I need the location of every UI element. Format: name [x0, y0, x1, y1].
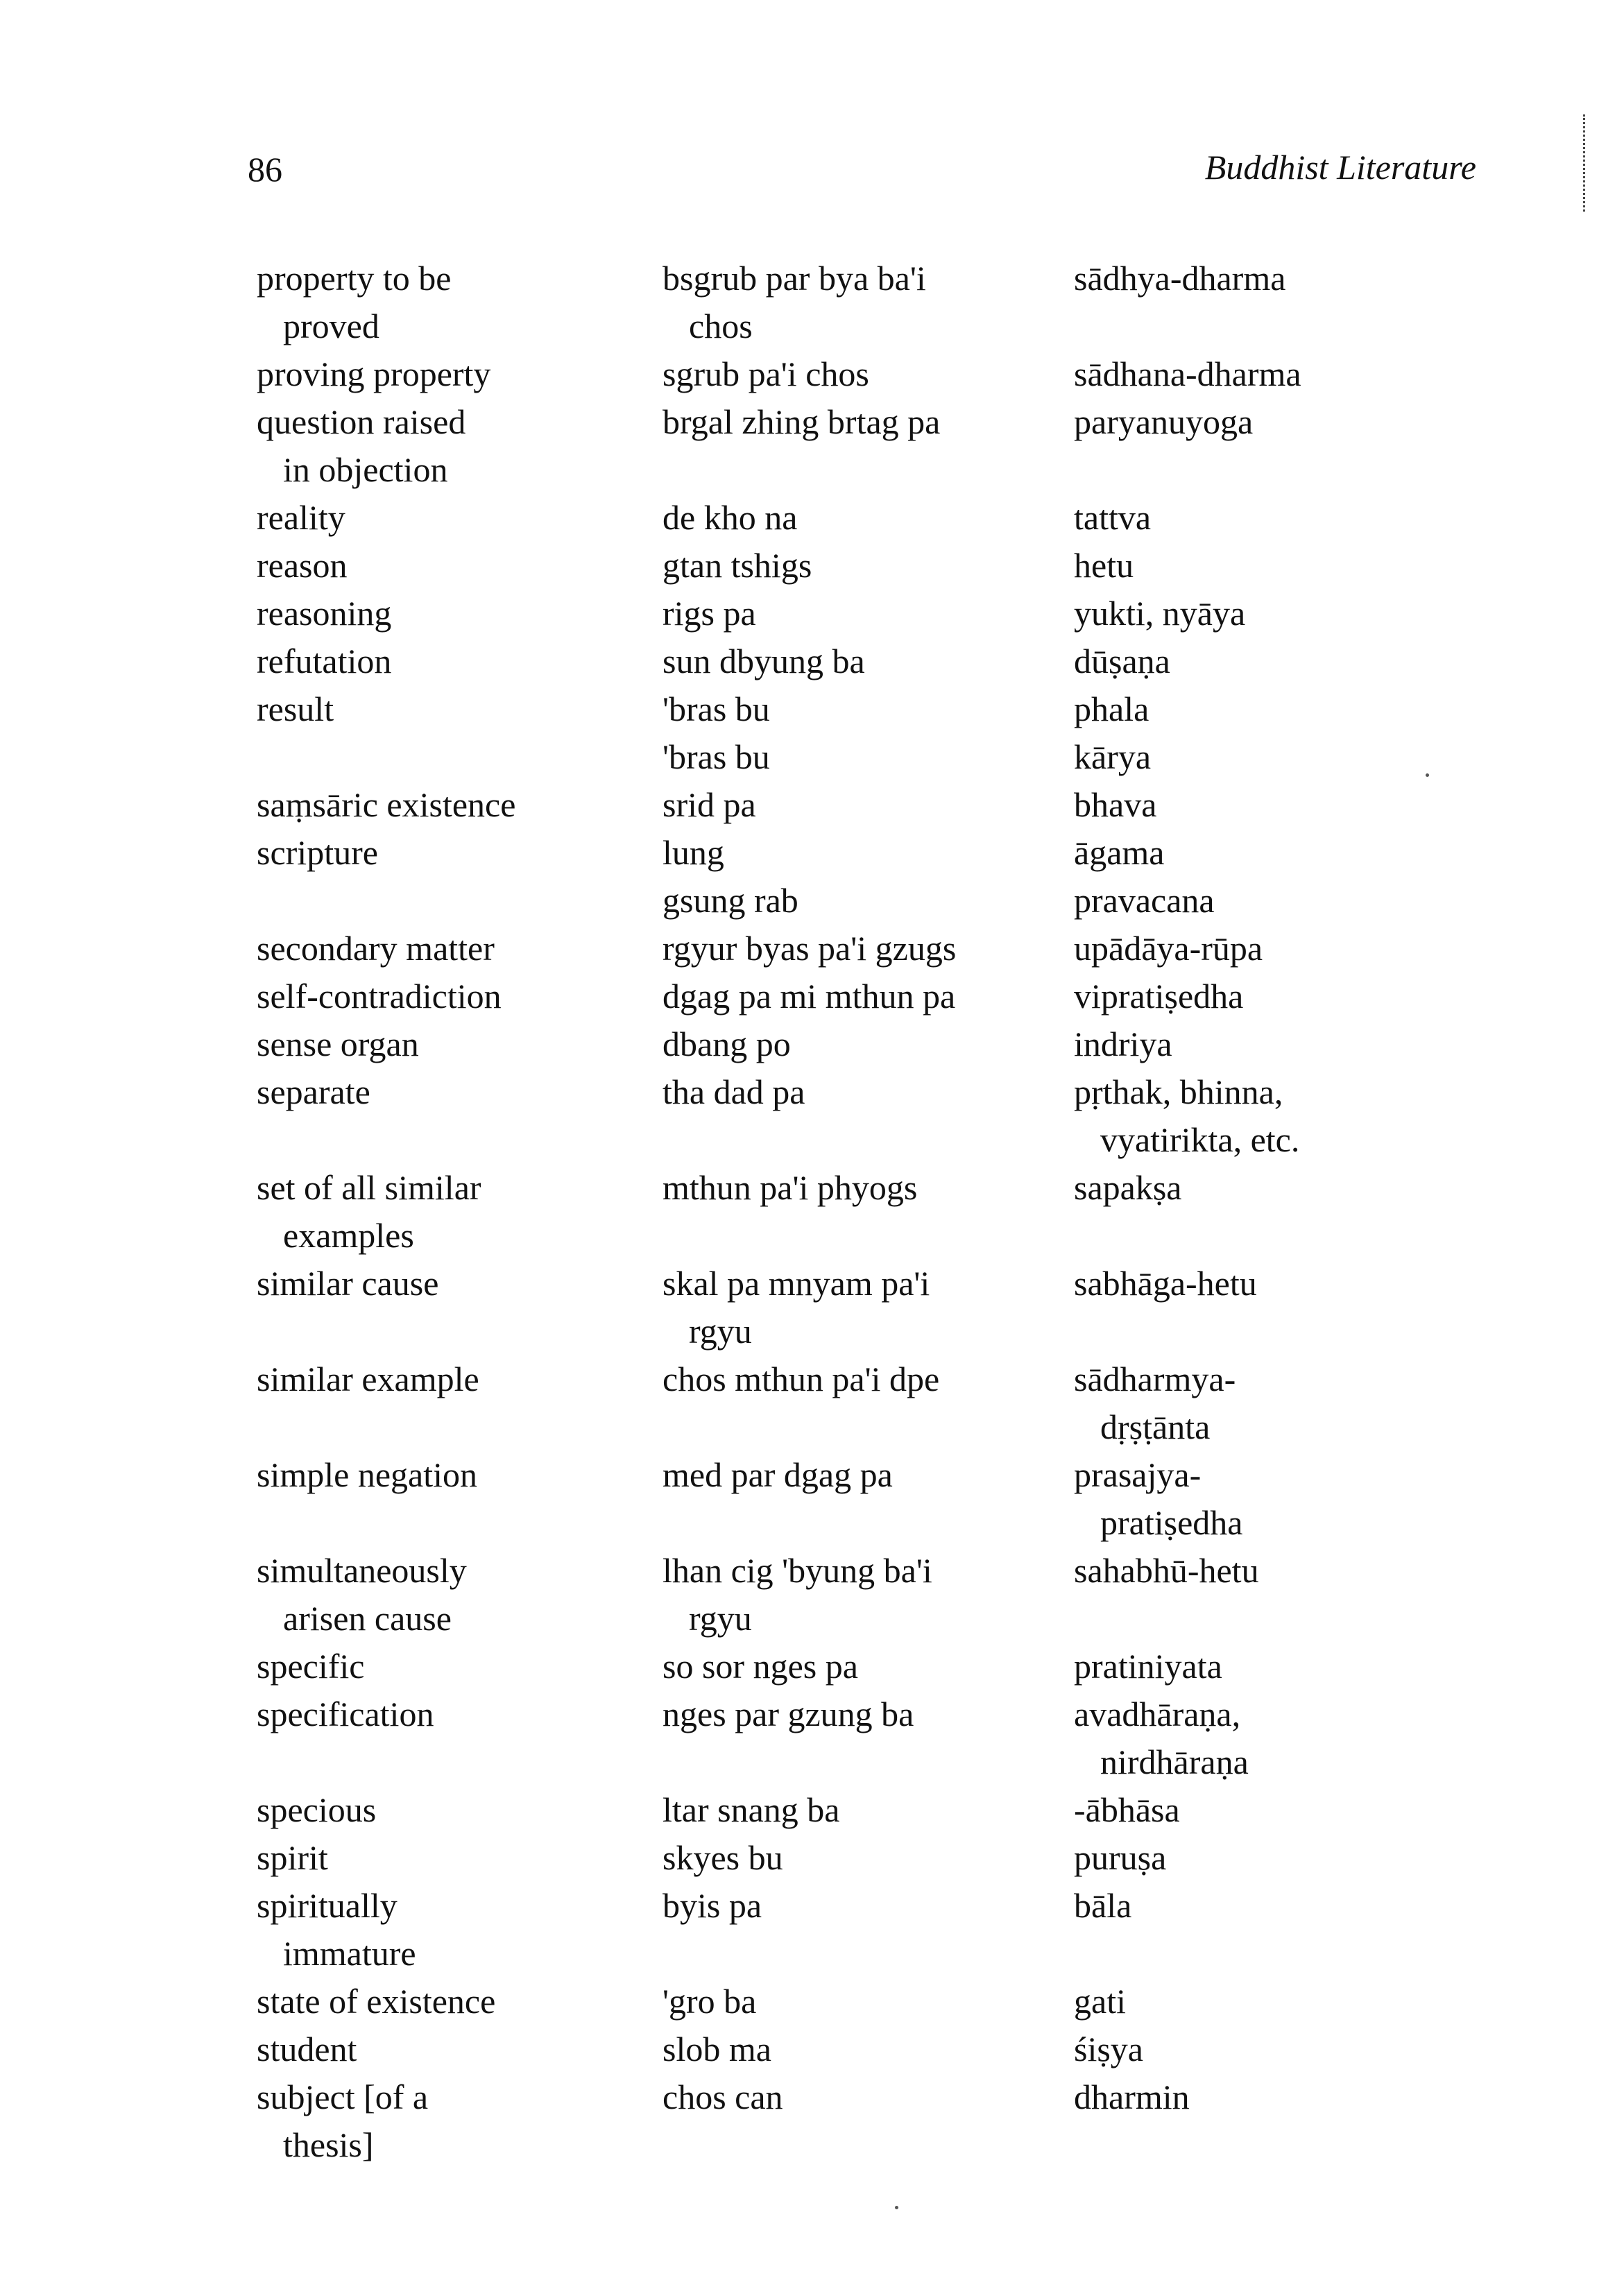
tibetan-term	[663, 590, 1074, 637]
sanskrit-term	[1074, 1643, 1401, 1690]
tibetan-term-line: rgyu	[689, 1599, 752, 1638]
english-term	[257, 1978, 663, 2025]
english-term-line: question raised	[257, 402, 466, 441]
english-term	[257, 1164, 663, 1260]
sanskrit-term	[1074, 1547, 1401, 1643]
english-term-line: sense organ	[257, 1025, 419, 1063]
english-term-line: property to be	[257, 259, 452, 298]
tibetan-term-line: dbang po	[663, 1025, 791, 1063]
english-term	[257, 255, 663, 350]
english-term-line: arisen cause	[283, 1599, 452, 1638]
english-term	[257, 1020, 663, 1068]
sanskrit-term-line: kārya	[1074, 737, 1152, 776]
tibetan-term-line: 'bras bu	[663, 737, 770, 776]
english-term	[257, 877, 663, 925]
english-term	[257, 398, 663, 494]
tibetan-term-line: gsung rab	[663, 881, 798, 920]
tibetan-term	[663, 1834, 1074, 1882]
tibetan-term	[663, 1451, 1074, 1547]
tibetan-term-line: gtan tshigs	[663, 546, 812, 585]
tibetan-term	[663, 637, 1074, 685]
tibetan-term-line: sgrub pa'i chos	[663, 354, 869, 393]
tibetan-term-line: rgyur byas pa'i gzugs	[663, 929, 957, 968]
tibetan-term-line: tha dad pa	[663, 1072, 805, 1111]
glossary-row	[257, 1834, 1401, 1882]
english-term	[257, 1547, 663, 1643]
tibetan-term-line: rigs pa	[663, 594, 756, 633]
sanskrit-term-line: yukti, nyāya	[1074, 594, 1246, 633]
page-number: 86	[248, 150, 282, 189]
english-term	[257, 2025, 663, 2073]
sanskrit-term	[1074, 1260, 1401, 1355]
tibetan-term	[663, 1020, 1074, 1068]
english-term	[257, 973, 663, 1020]
sanskrit-term-line: nirdhāraṇa	[1100, 1742, 1249, 1781]
tibetan-term	[663, 1260, 1074, 1355]
english-term	[257, 733, 663, 781]
english-term	[257, 1068, 663, 1164]
tibetan-term-line: 'gro ba	[663, 1982, 757, 2021]
sanskrit-term-line: pravacana	[1074, 881, 1215, 920]
glossary-row	[257, 2073, 1401, 2169]
sanskrit-term-line: āgama	[1074, 833, 1165, 872]
tibetan-term-line: nges par gzung ba	[663, 1695, 914, 1733]
english-term-line: result	[257, 689, 334, 728]
english-term-line: saṃsāric existence	[257, 785, 516, 824]
glossary-row	[257, 542, 1401, 590]
tibetan-term-line: srid pa	[663, 785, 756, 824]
sanskrit-term-line: avadhāraṇa,	[1074, 1695, 1241, 1733]
tibetan-term	[663, 685, 1074, 733]
tibetan-term-line: so sor nges pa	[663, 1647, 858, 1686]
sanskrit-term-line: hetu	[1074, 546, 1134, 585]
english-term-line: simultaneously	[257, 1551, 467, 1590]
sanskrit-term	[1074, 2025, 1401, 2073]
tibetan-term	[663, 398, 1074, 494]
english-term	[257, 590, 663, 637]
sanskrit-term	[1074, 877, 1401, 925]
tibetan-term	[663, 1355, 1074, 1451]
sanskrit-term-line: sādhya-dharma	[1074, 259, 1286, 298]
english-term	[257, 1451, 663, 1547]
english-term	[257, 1643, 663, 1690]
sanskrit-term-line: sapakṣa	[1074, 1168, 1182, 1207]
sanskrit-term	[1074, 542, 1401, 590]
sanskrit-term-line: indriya	[1074, 1025, 1172, 1063]
sanskrit-term-line: upādāya-rūpa	[1074, 929, 1263, 968]
tibetan-term	[663, 829, 1074, 877]
glossary-row	[257, 685, 1401, 733]
english-term	[257, 637, 663, 685]
tibetan-term	[663, 1068, 1074, 1164]
sanskrit-term-line: sahabhū-hetu	[1074, 1551, 1259, 1590]
tibetan-term	[663, 1978, 1074, 2025]
english-term-line: spirit	[257, 1838, 328, 1877]
sanskrit-term	[1074, 2073, 1401, 2169]
tibetan-term	[663, 2073, 1074, 2169]
glossary-row	[257, 255, 1401, 350]
sanskrit-term	[1074, 637, 1401, 685]
glossary-row	[257, 1690, 1401, 1786]
english-term-line: student	[257, 2030, 357, 2068]
english-term-line: state of existence	[257, 1982, 496, 2021]
sanskrit-term	[1074, 1978, 1401, 2025]
sanskrit-term-line: tattva	[1074, 498, 1152, 537]
sanskrit-term-line: sabhāga-hetu	[1074, 1264, 1257, 1303]
glossary-row	[257, 1355, 1401, 1451]
english-term-line: set of all similar	[257, 1168, 481, 1207]
english-term	[257, 1690, 663, 1786]
running-title: Buddhist Literature	[1204, 148, 1476, 187]
scan-speck	[1426, 773, 1429, 777]
english-term-line: self-contradiction	[257, 977, 502, 1016]
tibetan-term	[663, 1690, 1074, 1786]
sanskrit-term-line: -ābhāsa	[1074, 1790, 1180, 1829]
sanskrit-term	[1074, 350, 1401, 398]
english-term	[257, 2073, 663, 2169]
sanskrit-term	[1074, 398, 1401, 494]
tibetan-term-line: skyes bu	[663, 1838, 783, 1877]
sanskrit-term	[1074, 1068, 1401, 1164]
sanskrit-term-line: pṛthak, bhinna,	[1074, 1072, 1283, 1111]
sanskrit-term-line: bāla	[1074, 1886, 1132, 1925]
glossary-row	[257, 1882, 1401, 1978]
english-term-line: immature	[283, 1934, 416, 1973]
tibetan-term-line: sun dbyung ba	[663, 642, 865, 680]
tibetan-term	[663, 925, 1074, 973]
glossary-row	[257, 1020, 1401, 1068]
sanskrit-term-line: prasajya-	[1074, 1455, 1202, 1494]
english-term-line: proving property	[257, 354, 491, 393]
tibetan-term-line: chos mthun pa'i dpe	[663, 1360, 940, 1398]
tibetan-term-line: lhan cig 'byung ba'i	[663, 1551, 932, 1590]
english-term-line: reality	[257, 498, 345, 537]
sanskrit-term	[1074, 781, 1401, 829]
page-edge-mark	[1583, 114, 1585, 212]
glossary-row	[257, 877, 1401, 925]
tibetan-term-line: slob ma	[663, 2030, 771, 2068]
english-term	[257, 542, 663, 590]
english-term-line: in objection	[283, 450, 448, 489]
english-term-line: thesis]	[283, 2125, 374, 2164]
english-term	[257, 685, 663, 733]
english-term	[257, 494, 663, 542]
sanskrit-term	[1074, 829, 1401, 877]
sanskrit-term	[1074, 925, 1401, 973]
english-term-line: secondary matter	[257, 929, 495, 968]
glossary-table	[257, 255, 1401, 2169]
english-term-line: reasoning	[257, 594, 392, 633]
english-term	[257, 1355, 663, 1451]
english-term	[257, 1786, 663, 1834]
tibetan-term	[663, 255, 1074, 350]
glossary-row	[257, 733, 1401, 781]
sanskrit-term	[1074, 255, 1401, 350]
glossary-row	[257, 973, 1401, 1020]
sanskrit-term	[1074, 1451, 1401, 1547]
tibetan-term-line: chos can	[663, 2077, 783, 2116]
english-term-line: spiritually	[257, 1886, 398, 1925]
english-term-line: specious	[257, 1790, 377, 1829]
tibetan-term	[663, 1547, 1074, 1643]
glossary-row	[257, 494, 1401, 542]
sanskrit-term-line: phala	[1074, 689, 1149, 728]
tibetan-term-line: byis pa	[663, 1886, 762, 1925]
glossary-row	[257, 1643, 1401, 1690]
glossary-row	[257, 2025, 1401, 2073]
glossary-row	[257, 781, 1401, 829]
glossary-row	[257, 1260, 1401, 1355]
sanskrit-term	[1074, 1786, 1401, 1834]
sanskrit-term	[1074, 1020, 1401, 1068]
tibetan-term-line: brgal zhing brtag pa	[663, 402, 941, 441]
tibetan-term	[663, 1643, 1074, 1690]
glossary-row	[257, 1164, 1401, 1260]
tibetan-term	[663, 973, 1074, 1020]
sanskrit-term-line: sādhana-dharma	[1074, 354, 1301, 393]
tibetan-term	[663, 1164, 1074, 1260]
english-term-line: reason	[257, 546, 348, 585]
english-term-line: similar example	[257, 1360, 479, 1398]
tibetan-term	[663, 733, 1074, 781]
sanskrit-term-line: vyatirikta, etc.	[1100, 1120, 1300, 1159]
sanskrit-term-line: dṛṣṭānta	[1100, 1407, 1211, 1446]
english-term	[257, 781, 663, 829]
glossary-row	[257, 1547, 1401, 1643]
tibetan-term-line: chos	[689, 307, 753, 345]
sanskrit-term	[1074, 1882, 1401, 1978]
glossary-row	[257, 1978, 1401, 2025]
sanskrit-term-line: pratiṣedha	[1100, 1503, 1243, 1542]
glossary-row	[257, 925, 1401, 973]
sanskrit-term-line: bhava	[1074, 785, 1157, 824]
tibetan-term-line: rgyu	[689, 1312, 752, 1351]
english-term-line: simple negation	[257, 1455, 477, 1494]
sanskrit-term-line: puruṣa	[1074, 1838, 1167, 1877]
tibetan-term	[663, 781, 1074, 829]
tibetan-term	[663, 1786, 1074, 1834]
sanskrit-term-line: gati	[1074, 1982, 1126, 2021]
tibetan-term-line: skal pa mnyam pa'i	[663, 1264, 930, 1303]
english-term	[257, 925, 663, 973]
english-term-line: subject [of a	[257, 2077, 429, 2116]
glossary-row	[257, 398, 1401, 494]
english-term-line: separate	[257, 1072, 370, 1111]
english-term	[257, 829, 663, 877]
sanskrit-term	[1074, 1690, 1401, 1786]
tibetan-term-line: 'bras bu	[663, 689, 770, 728]
tibetan-term-line: dgag pa mi mthun pa	[663, 977, 956, 1016]
sanskrit-term-line: dharmin	[1074, 2077, 1190, 2116]
glossary-row	[257, 637, 1401, 685]
tibetan-term-line: mthun pa'i phyogs	[663, 1168, 918, 1207]
sanskrit-term	[1074, 1834, 1401, 1882]
tibetan-term	[663, 350, 1074, 398]
sanskrit-term-line: pratiniyata	[1074, 1647, 1222, 1686]
sanskrit-term	[1074, 494, 1401, 542]
english-term-line: refutation	[257, 642, 392, 680]
sanskrit-term-line: dūṣaṇa	[1074, 642, 1170, 680]
sanskrit-term	[1074, 685, 1401, 733]
sanskrit-term-line: śiṣya	[1074, 2030, 1143, 2068]
tibetan-term-line: med par dgag pa	[663, 1455, 893, 1494]
sanskrit-term	[1074, 733, 1401, 781]
english-term-line	[257, 877, 663, 925]
english-term-line: specific	[257, 1647, 365, 1686]
sanskrit-term	[1074, 973, 1401, 1020]
tibetan-term	[663, 877, 1074, 925]
sanskrit-term-line: paryanuyoga	[1074, 402, 1254, 441]
tibetan-term-line: de kho na	[663, 498, 798, 537]
english-term	[257, 1834, 663, 1882]
english-term	[257, 350, 663, 398]
english-term-line: proved	[283, 307, 379, 345]
tibetan-term-line: ltar snang ba	[663, 1790, 840, 1829]
tibetan-term-line: lung	[663, 833, 724, 872]
sanskrit-term-line: sādharmya-	[1074, 1360, 1236, 1398]
sanskrit-term	[1074, 1355, 1401, 1451]
glossary-row	[257, 350, 1401, 398]
sanskrit-term-line: vipratiṣedha	[1074, 977, 1244, 1016]
english-term	[257, 1882, 663, 1978]
tibetan-term	[663, 1882, 1074, 1978]
glossary-row	[257, 1068, 1401, 1164]
tibetan-term	[663, 494, 1074, 542]
glossary-row	[257, 590, 1401, 637]
glossary-row	[257, 1451, 1401, 1547]
english-term-line	[257, 733, 663, 781]
tibetan-term	[663, 2025, 1074, 2073]
glossary-row	[257, 829, 1401, 877]
sanskrit-term	[1074, 590, 1401, 637]
english-term	[257, 1260, 663, 1355]
english-term-line: scripture	[257, 833, 378, 872]
sanskrit-term	[1074, 1164, 1401, 1260]
glossary-row	[257, 1786, 1401, 1834]
english-term-line: examples	[283, 1216, 414, 1255]
english-term-line: specification	[257, 1695, 434, 1733]
tibetan-term-line: bsgrub par bya ba'i	[663, 259, 926, 298]
english-term-line: similar cause	[257, 1264, 439, 1303]
scan-speck	[895, 2206, 898, 2209]
tibetan-term	[663, 542, 1074, 590]
